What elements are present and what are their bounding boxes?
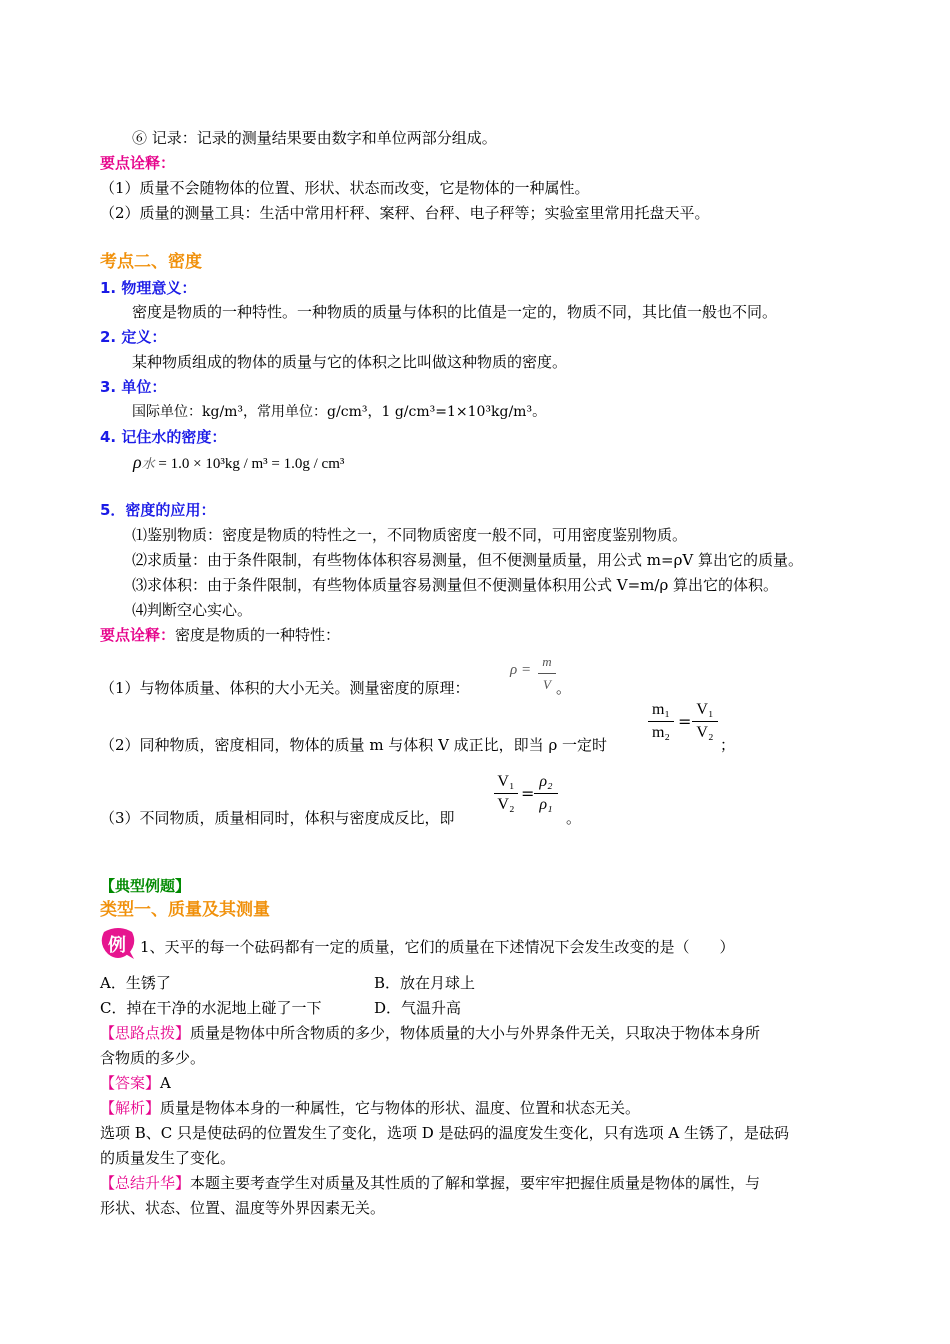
frac-v2b: V₂ bbox=[497, 796, 515, 813]
physical-meaning-title: 1. 物理意义： bbox=[100, 279, 197, 297]
option-b: B．放在月球上 bbox=[374, 974, 476, 992]
explanation-text: 质量是物体本身的一种属性，它与物体的形状、温度、位置和状态无关。 bbox=[160, 1099, 641, 1117]
unit-title: 3. 单位： bbox=[100, 378, 167, 396]
summary-line bbox=[100, 1173, 760, 1193]
rho-symbol: ρ bbox=[133, 452, 142, 472]
application-item-2: ⑵求质量：由于条件限制，有些物体体积容易测量，但不便测量质量，用公式 m=ρV 算出它的质量。 bbox=[132, 551, 803, 569]
summary-line-2: 形状、状态、位置、温度等外界因素无关。 bbox=[100, 1199, 386, 1217]
example-badge-icon bbox=[100, 926, 136, 960]
frac-v2: V₂ bbox=[696, 724, 714, 741]
hint-text: 质量是物体中所含物质的多少，物体质量的大小与外界条件无关，只取决于物体本身所 bbox=[190, 1024, 761, 1042]
key-point-2-2: （2）同种物质，密度相同，物体的质量 m 与体积 V 成正比，即当 ρ 一定时 bbox=[100, 736, 608, 754]
application-item-4: ⑷判断空心实心。 bbox=[132, 601, 253, 619]
application-title: 5．密度的应用： bbox=[100, 501, 216, 519]
key-point-2-1-end: 。 bbox=[556, 679, 572, 697]
question-1: 1、天平的每一个砝码都有一定的质量，它们的质量在下述情况下会发生改变的是（ ） bbox=[140, 938, 735, 956]
frac-den-v: V bbox=[543, 677, 551, 692]
water-density-title: 4. 记住水的密度： bbox=[100, 428, 227, 446]
hint-line bbox=[100, 1023, 760, 1043]
frac-v1b: V₁ bbox=[497, 773, 515, 790]
key-point-2-2-end: ； bbox=[720, 736, 736, 754]
option-a: A．生锈了 bbox=[100, 974, 171, 992]
application-item-1: ⑴鉴别物质：密度是物质的特性之一，不同物质密度一般不同，可用密度鉴别物质。 bbox=[132, 526, 688, 544]
key-points-title-1: 要点诠释： bbox=[100, 154, 176, 172]
definition-text: 某种物质组成的物体的质量与它的体积之比叫做这种物质的密度。 bbox=[132, 353, 568, 371]
option-c: C．掉在干净的水泥地上碰了一下 bbox=[100, 999, 322, 1017]
key-point-2-1: （1）与物体质量、体积的大小无关。测量密度的原理： bbox=[100, 679, 470, 697]
explanation-tag: 【解析】 bbox=[100, 1099, 161, 1117]
key-points-title-2: 要点诠释： bbox=[100, 626, 176, 644]
explanation-line-2: 选项 B、C 只是使砝码的位置发生了变化，选项 D 是砝码的温度发生变化，只有选项 A 生锈了，是砝码 bbox=[100, 1124, 789, 1142]
unit-text: 国际单位：kg/m³，常用单位：g/cm³，1 g/cm³=1×10³kg/m³。 bbox=[132, 404, 547, 420]
option-d: D．气温升高 bbox=[374, 999, 462, 1017]
application-item-3: ⑶求体积：由于条件限制，有些物体质量容易测量但不便测量体积用公式 V=m/ρ 算出它的体积。 bbox=[132, 576, 779, 594]
record-line: ⑥ 记录：记录的测量结果要由数字和单位两部分组成。 bbox=[132, 129, 497, 147]
answer-tag: 【答案】 bbox=[100, 1074, 161, 1092]
summary-text: 本题主要考查学生对质量及其性质的了解和掌握，要牢牢把握住质量是物体的属性，与 bbox=[190, 1174, 761, 1192]
equals-sign-2: = bbox=[521, 784, 535, 803]
key-point-2-3-end: 。 bbox=[566, 809, 582, 827]
inverse-formula bbox=[494, 772, 574, 820]
water-subscript: 水 bbox=[141, 456, 155, 471]
type-1-title: 类型一、质量及其测量 bbox=[100, 900, 270, 920]
key-point-1-1: （1）质量不会随物体的位置、形状、状态而改变，它是物体的一种属性。 bbox=[100, 179, 590, 197]
frac-rho1: ρ₁ bbox=[539, 796, 553, 813]
physical-meaning-text: 密度是物质的一种特性。一种物质的质量与体积的比值是一定的，物质不同，其比值一般也不同。 bbox=[132, 303, 778, 321]
definition-title: 2. 定义： bbox=[100, 328, 167, 346]
explanation-line-3: 的质量发生了变化。 bbox=[100, 1149, 236, 1167]
proportional-formula bbox=[648, 700, 728, 748]
badge-label: 例 bbox=[108, 935, 126, 956]
frac-m1: m₁ bbox=[651, 701, 671, 718]
rho-eq: ρ = bbox=[510, 662, 532, 678]
frac-num-m: m bbox=[542, 654, 552, 669]
answer-text: A bbox=[160, 1074, 171, 1092]
hint-tag: 【思路点拨】 bbox=[100, 1024, 191, 1042]
frac-v1: V₁ bbox=[696, 701, 714, 718]
explanation-line bbox=[100, 1098, 640, 1118]
summary-tag: 【总结升华】 bbox=[100, 1174, 191, 1192]
frac-m2: m₂ bbox=[651, 724, 671, 741]
hint-line-2: 含物质的多少。 bbox=[100, 1049, 206, 1067]
frac-rho2: ρ₂ bbox=[539, 773, 553, 790]
equals-sign: = bbox=[678, 712, 692, 731]
key-point-2-3: （3）不同物质，质量相同时，体积与密度成反比，即 bbox=[100, 809, 455, 827]
answer-line bbox=[100, 1073, 171, 1093]
key-points-text-2: 密度是物质的一种特性： bbox=[175, 626, 341, 644]
water-density-formula bbox=[133, 452, 344, 473]
water-density-value: = 1.0 × 10³kg / m³ = 1.0g / cm³ bbox=[154, 456, 345, 472]
key-point-1-2: （2）质量的测量工具：生活中常用杆秤、案秤、台秤、电子秤等；实验室里常用托盘天平。 bbox=[100, 204, 710, 222]
typical-examples-title: 【典型例题】 bbox=[100, 877, 191, 895]
key-points-line-2 bbox=[100, 625, 340, 645]
section-density-title: 考点二、密度 bbox=[100, 252, 202, 272]
